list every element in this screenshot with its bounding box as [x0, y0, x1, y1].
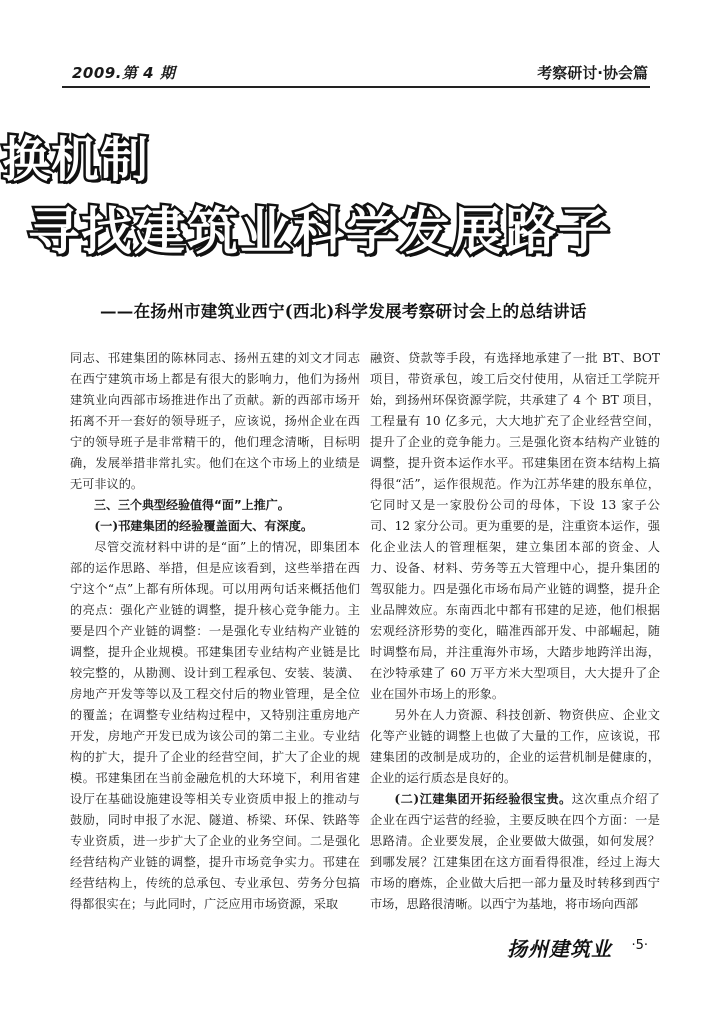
running-header [62, 60, 650, 88]
paragraph-text: 这次重点介绍了企业在西宁运营的经验，主要反映在四个方面：一是思路清。企业要发展，企业要做大做强，如何发展？到哪发展？江建集团在这方面看得很准，经过上海大市场的磨炼，企业做大后把一部力量及时转移到西宁市场，思路很清晰。以西宁为基地，将市场向西部 [370, 792, 660, 911]
section-heading: 三、三个典型经验值得“面”上推广。 [94, 498, 290, 512]
section-label: 考察研讨·协会篇 [537, 64, 648, 82]
title-line-1: 换机制 [2, 132, 150, 188]
page-number: ·5· [631, 938, 648, 953]
paragraph: 融资、贷款等手段，有选择地承建了一批 BT、BOT 项目，带资承包，竣工后交付使用，从宿迁工学院开始，到扬州环保资源学院，共承建了 4 个 BT 项目，工程量有 10 亿多元，大大地扩充了企业经营空间，提升了企业的竞争能力。三是强化资本结构产业链的调整，提升资本运作水平。邗建集团在资本结构上搞得很“活”，运作很规范。作为江苏华建的股东单位，它同时又是一家股份公司的母体，下设 13 家子公司、12 家分公司。更为重要的是，注重资本运作，强化企业法人的管理框架，建立集团本部的资金、人力、设备、材料、劳务等五大管理中心，提升集团的驾驭能力。四是强化市场布局产业链的调整，提升企业品牌效应。东南西北中都有邗建的足迹，他们根据宏观经济形势的变化，瞄准西部开发、中部崛起，随时调整布局，并注重海外市场，大踏步地跨洋出海，在沙特承建了 60 万平方米大型项目，大大提升了企业在国外市场上的形象。 [370, 351, 660, 701]
right-column [370, 348, 660, 915]
article-subtitle: ——在扬州市建筑业西宁(西北)科学发展考察研讨会上的总结讲话 [100, 302, 587, 321]
paragraph: 另外在人力资源、科技创新、物资供应、企业文化等产业链的调整上也做了大量的工作，应该说，邗建集团的改制是成功的，企业的运营机制是健康的，企业的运行质态是良好的。 [370, 708, 660, 785]
paragraph [370, 789, 660, 915]
magazine-logo: 扬州建筑业 [507, 937, 612, 961]
paragraph: 尽管交流材料中讲的是“面”上的情况，即集团本部的运作思路、举措，但是应该看到，这些举措在西宁这个“点”上都有所体现。可以用两句话来概括他们的亮点：强化产业链的调整，提升核心竞争能力。主要是四个产业链的调整：一是强化专业结构产业链的调整，提升企业规模。邗建集团专业结构产业链是比较完整的，从勘测、设计到工程承包、安装、装潢、房地产开发等等以及工程交付后的物业管理，是全位的覆盖；在调整专业结构过程中，又特别注重房地产开发，房地产开发已成为该公司的第二主业。专业结构的扩大，提升了企业的经营空间，扩大了企业的规模。邗建集团在当前金融危机的大环境下，利用省建设厅在基础设施建设等相关专业资质申报上的推动与鼓励，同时申报了水泥、隧道、桥梁、环保、铁路等专业资质，进一步扩大了企业的业务空间。二是强化经营结构产业链的调整，提升市场竞争实力。邗建在经营结构上，传统的总承包、专业承包、劳务分包搞得都很实在；与此同时，广泛应用市场资源，采取 [70, 540, 360, 911]
paragraph: 同志、邗建集团的陈林同志、扬州五建的刘文才同志在西宁建筑市场上都是有很大的影响力，他们为扬州建筑业向西部市场推进作出了贡献。新的西部市场开拓离不开一套好的领导班子，应该说，扬州企业在西宁的领导班子是非常精干的，他们理念清晰，目标明确，发展举措非常扎实。他们在这个市场上的业绩是无可非议的。 [70, 351, 360, 491]
left-column [70, 348, 360, 915]
issue-label: 2009.第 4 期 [72, 64, 176, 82]
subsection-heading: (二)江建集团开拓经验很宝贵。 [394, 792, 572, 806]
subsection-heading: (一)邗建集团的经验覆盖面大、有深度。 [94, 519, 314, 533]
title-line-2: 寻找建筑业科学发展路子 [28, 203, 612, 262]
